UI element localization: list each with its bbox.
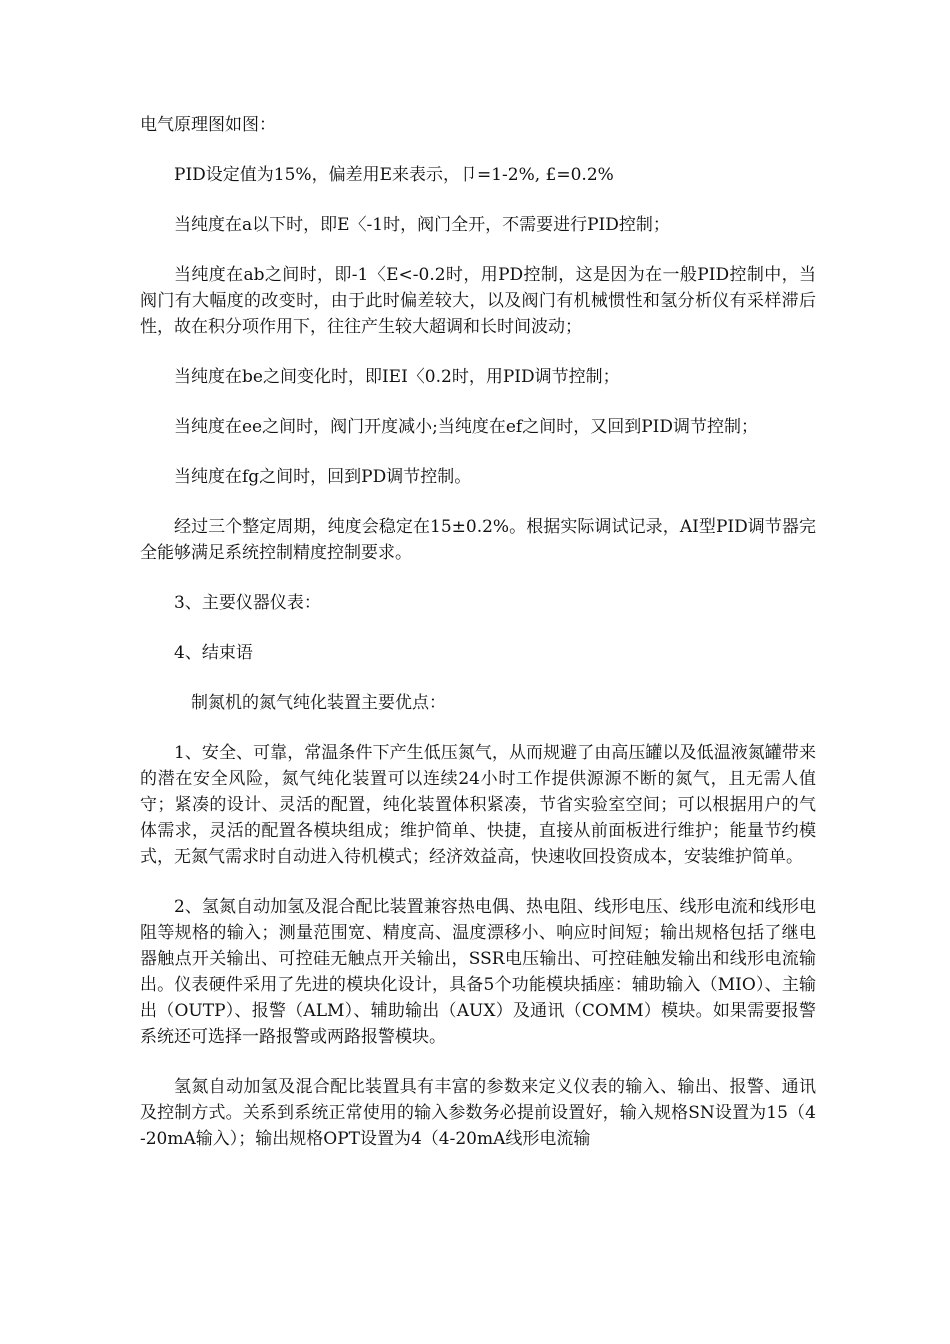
section-heading-instruments: 3、主要仪器仪表： (174, 593, 321, 613)
paragraph-pid-setpoint: PID设定值为15%，偏差用E来表示，卩=1-2%, £=0.2% (174, 165, 614, 185)
paragraph-advantage-1: 1、安全、可靠，常温条件下产生低压氮气，从而规避了由高压罐以及低温液氮罐带来的潜在安全风险，氮气纯化装置可以连续24小时工作提供源源不断的氮气，且无需人值守；紧凑的设计、灵活的配置，纯化装置体积紧凑，节省实验室空间；可以根据用户的气体需求，灵活的配置各模块组成；维护简单、快捷，直接从前面板进行维护；能量节约模式，无氮气需求时自动进入待机模式；经济效益高，快速收回投资成本，安装维护简单。 (140, 743, 816, 867)
paragraph-between-be: 当纯度在be之间变化时，即IEI〈0.2时，用PID调节控制； (174, 367, 620, 387)
paragraph-tuning-result: 经过三个整定周期，纯度会稳定在15±0.2%。根据实际调试记录，AI型PID调节器完全能够满足系统控制精度控制要求。 (140, 517, 816, 563)
section-heading-conclusion: 4、结束语 (174, 643, 253, 663)
paragraph-advantage-2: 2、氢氮自动加氢及混合配比装置兼容热电偶、热电阻、线形电压、线形电流和线形电阻等规格的输入；测量范围宽、精度高、温度漂移小、响应时间短；输出规格包括了继电器触点开关输出、可控硅无触点开关输出，SSR电压输出、可控硅触发输出和线形电流输出。仪表硬件采用了先进的模块化设计，具备5个功能模块插座：辅助输入（MIO）、主输出（OUTP）、报警（ALM）、辅助输出（AUX）及通讯（COMM）模块。如果需要报警系统还可选择一路报警或两路报警模块。 (140, 897, 816, 1047)
paragraph-advantages-intro: 制氮机的氮气纯化装置主要优点： (191, 693, 446, 713)
paragraph-between-ab: 当纯度在ab之间时，即-1〈E<-0.2时，用PD控制，这是因为在一般PID控制中，当阀门有大幅度的改变时，由于此时偏差较大，以及阀门有机械惯性和氢分析仪有采样滞后性，故在积分项作用下，往往产生较大超调和长时间波动； (140, 265, 816, 337)
paragraph-heading: 电气原理图如图： (140, 115, 276, 135)
paragraph-between-ee-ef: 当纯度在ee之间时，阀门开度减小;当纯度在ef之间时，又回到PID调节控制； (174, 417, 758, 437)
paragraph-between-fg: 当纯度在fg之间时，回到PD调节控制。 (174, 467, 472, 487)
paragraph-parameters: 氢氮自动加氢及混合配比装置具有丰富的参数来定义仪表的输入、输出、报警、通讯及控制方式。关系到系统正常使用的输入参数务必提前设置好，输入规格SN设置为15（4-20mA输入）；输出规格OPT设置为4（4-20mA线形电流输 (140, 1077, 816, 1149)
paragraph-below-a: 当纯度在a以下时，即E〈-1时，阀门全开，不需要进行PID控制； (174, 215, 670, 235)
document-body (140, 112, 816, 1176)
